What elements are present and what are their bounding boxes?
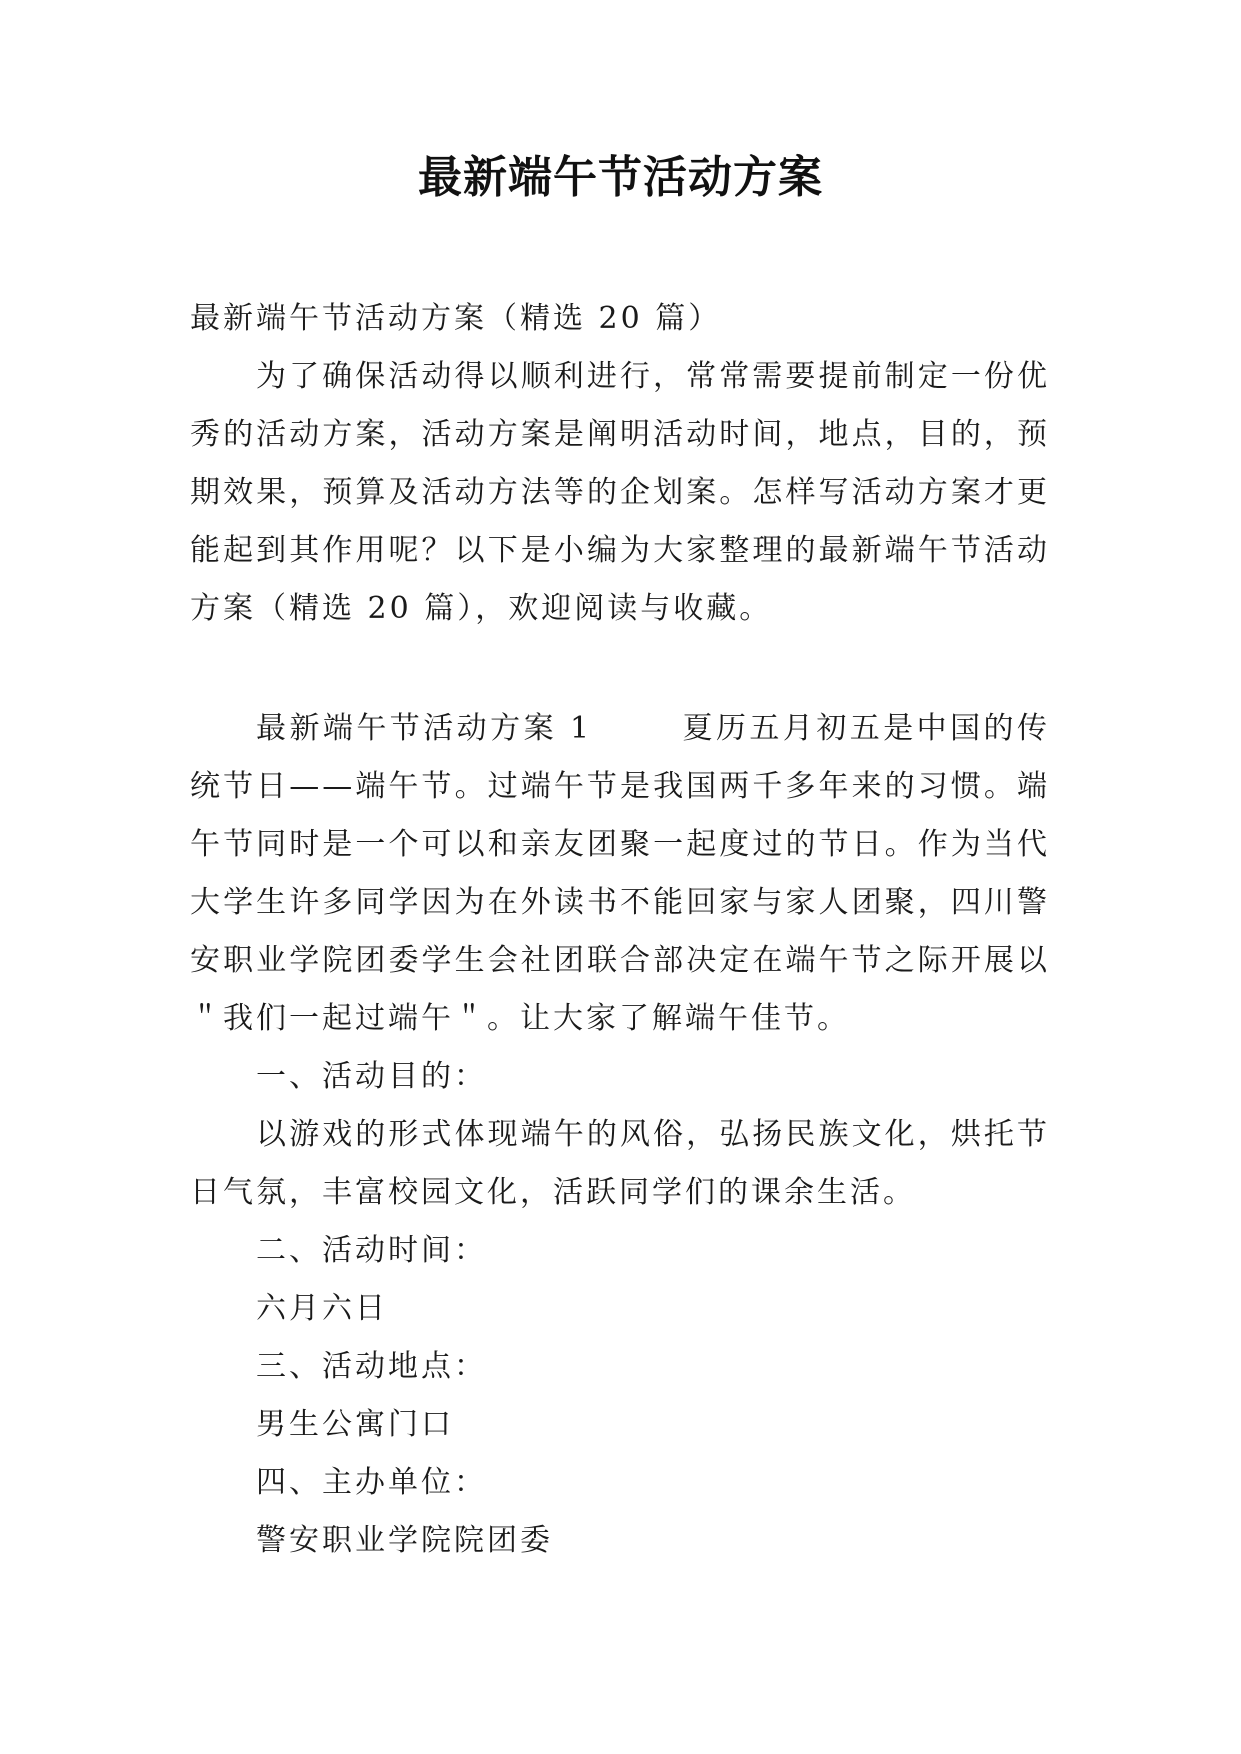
section-1-heading: 最新端午节活动方案 1 bbox=[256, 711, 593, 746]
section-item: 一、活动目的： bbox=[256, 1059, 487, 1094]
section-item: 警安职业学院院团委 bbox=[256, 1523, 553, 1558]
document-subtitle: 最新端午节活动方案（精选 20 篇） bbox=[190, 301, 722, 336]
section-1-lead-text: 夏历五月初五是中国的传统节日——端午节。过端午节是我国两千多年来的习惯。端午节同时是一个可以和亲友团聚一起度过的节日。作为当代大学生许多同学因为在外读书不能回家与家人团聚，四川警安职业学院团委学生会社团联合部决定在端午节之际开展以＂我们一起过端午＂。让大家了解端午佳节。 bbox=[190, 711, 1051, 1036]
section-1 bbox=[190, 700, 1050, 1570]
intro-paragraph: 为了确保活动得以顺利进行，常常需要提前制定一份优秀的活动方案，活动方案是阐明活动时间，地点，目的，预期效果，预算及活动方法等的企划案。怎样写活动方案才更能起到其作用呢？以下是小编为大家整理的最新端午节活动方案（精选 20 篇），欢迎阅读与收藏。 bbox=[190, 359, 1050, 626]
section-item: 三、活动地点： bbox=[256, 1349, 487, 1384]
section-1-opening-paragraph bbox=[190, 700, 1050, 1048]
section-item: 二、活动时间： bbox=[256, 1233, 487, 1268]
document-title: 最新端午节活动方案 bbox=[418, 152, 823, 203]
section-item: 以游戏的形式体现端午的风俗，弘扬民族文化，烘托节日气氛，丰富校园文化，活跃同学们的课余生活。 bbox=[190, 1117, 1050, 1210]
section-item: 六月六日 bbox=[256, 1291, 388, 1326]
section-item: 男生公寓门口 bbox=[256, 1407, 454, 1442]
section-item: 四、主办单位： bbox=[256, 1465, 487, 1500]
